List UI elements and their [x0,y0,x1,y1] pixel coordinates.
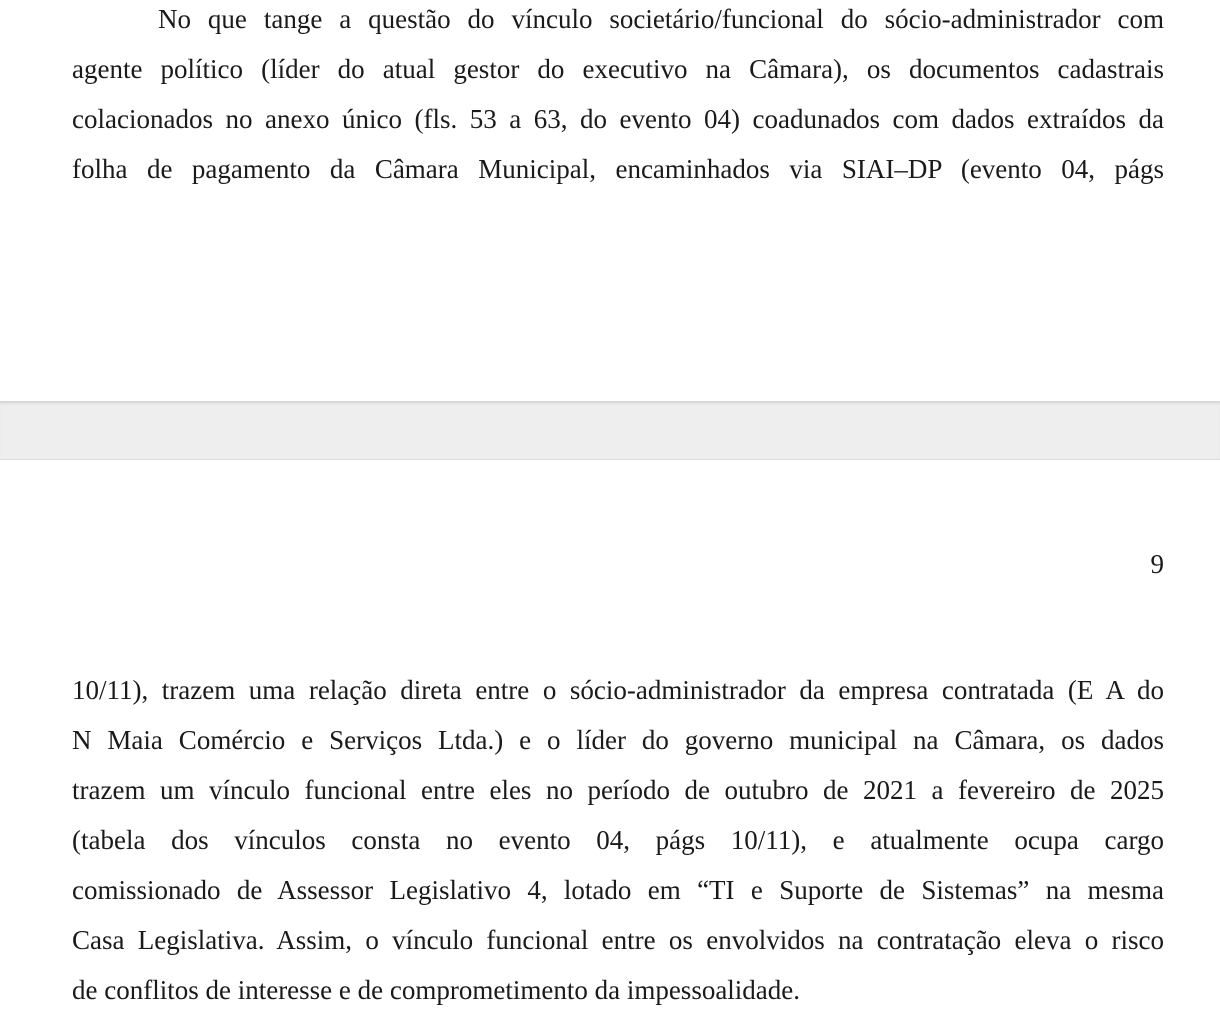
paragraph-line: agente político (líder do atual gestor do executivo na Câmara), os documentos cadastrais [72,54,1164,84]
paragraph-line: (tabela dos vínculos consta no evento 04, págs 10/11), e atualmente ocupa cargo [72,825,1164,855]
page-number: 9 [1150,549,1164,579]
paragraph-line: folha de pagamento da Câmara Municipal, encaminhados via SIAI–DP (evento 04, págs [72,154,1164,184]
paragraph-line: Casa Legislativa. Assim, o vínculo funcional entre os envolvidos na contratação eleva o risco [72,925,1164,955]
paragraph-line: No que tange a questão do vínculo societário/funcional do sócio-administrador com [158,4,1164,34]
paragraph-line: trazem um vínculo funcional entre eles no período de outubro de 2021 a fevereiro de 2025 [72,775,1164,805]
paragraph-continuation [72,665,1164,1015]
paragraph-line: 10/11), trazem uma relação direta entre o sócio-administrador da empresa contratada (E A do [72,675,1164,705]
paragraph-line: comissionado de Assessor Legislativo 4, lotado em “TI e Suporte de Sistemas” na mesma [72,875,1164,905]
paragraph-vinculo-societario [72,0,1164,194]
page-break-gap [0,402,1220,460]
paragraph-line: colacionados no anexo único (fls. 53 a 63, do evento 04) coadunados com dados extraídos da [72,104,1164,134]
document-page-bottom [0,460,1220,1018]
paragraph-line: N Maia Comércio e Serviços Ltda.) e o líder do governo municipal na Câmara, os dados [72,725,1164,755]
paragraph-line: de conflitos de interesse e de comprometimento da impessoalidade. [72,975,801,1005]
document-page-top [0,0,1220,402]
